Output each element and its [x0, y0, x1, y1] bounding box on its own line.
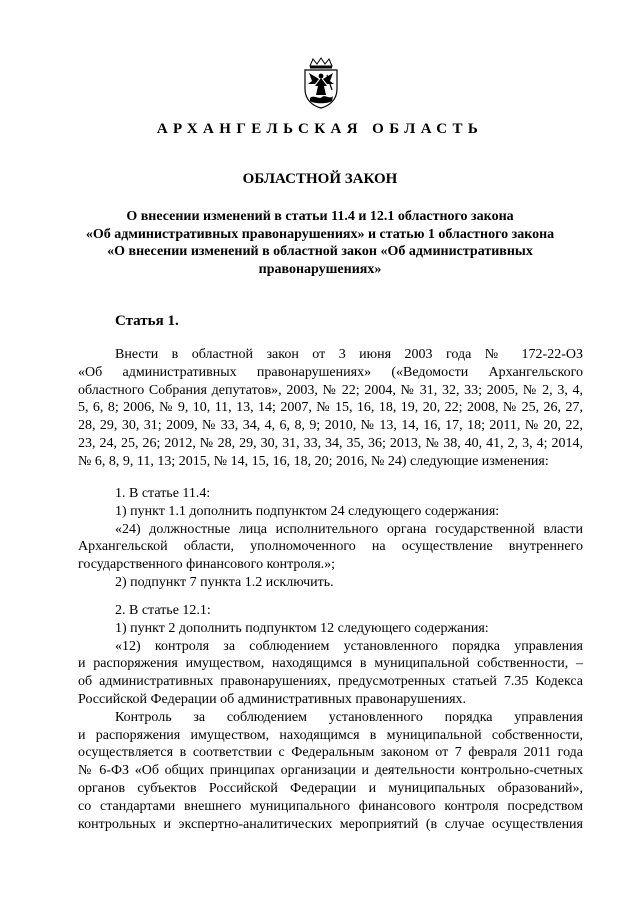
paragraph-amendment-intro [78, 346, 583, 471]
article-heading: Статья 1. [115, 313, 179, 329]
text-line: Архангельской области, уполномоченного на осуществление внутреннего [78, 539, 583, 555]
text-line: со стандартами внешнего муниципального финансового контроля посредством [78, 798, 583, 814]
text-line: Российской Федерации об административных правонарушениях. [78, 691, 467, 707]
text-line: № 6-ФЗ «Об общих принципах организации и деятельности контрольно-счетных [78, 763, 583, 779]
text-line: «Об административных правонарушениях» («Ведомости Архангельского [78, 364, 583, 380]
text-line: № 6, 8, 9, 11, 13; 2015, № 14, 15, 16, 18, 20; 2016, № 24) следующие изменения: [78, 453, 549, 469]
text-line: государственного финансового контроля.»; [78, 557, 336, 573]
title-line: «О внесении изменений в областной закон «Об административных [107, 244, 533, 259]
title-line: «Об административных правонарушениях» и статью 1 областного закона [85, 226, 555, 242]
text-line: органов субъектов Российской Федерации и муниципальных образований», [78, 780, 583, 796]
text-line: Внести в областной закон от 3 июня 2003 года № 172-22-ОЗ [115, 347, 583, 362]
text-line: областного Собрания депутатов», 2003, № 22; 2004, № 31, 32, 33; 2005, № 2, 3, 4, [78, 382, 583, 398]
text-line: «12) контроля за соблюдением установленного порядка управления [115, 638, 583, 654]
text-line: контрольных и экспертно-аналитических мероприятий (в случае осуществления [78, 816, 583, 832]
region-heading: АРХАНГЕЛЬСКАЯ ОБЛАСТЬ [156, 121, 484, 137]
coat-of-arms-icon [301, 57, 341, 109]
text-line: об административных правонарушениях, предусмотренных статьей 7.35 Кодекса [78, 674, 583, 690]
text-line: 5, 6, 8; 2006, № 9, 10, 11, 13, 14; 2007, № 15, 16, 18, 19, 20, 22; 2008, № 25, 26, 27, [78, 400, 583, 416]
text-line: «24) должностные лица исполнительного органа государственной власти [115, 521, 583, 537]
text-line: 1) пункт 1.1 дополнить подпунктом 24 следующего содержания: [115, 503, 500, 519]
document-type-heading: ОБЛАСТНОЙ ЗАКОН [242, 171, 398, 187]
text-line: 23, 24, 25, 26; 2012, № 28, 29, 30, 31, 33, 34, 35, 36; 2013, № 38, 40, 41, 2, 3, 4; 2014, [78, 435, 583, 451]
title-line: правонарушениях» [258, 261, 382, 277]
text-line: и распоряжения имуществом, находящимся в муниципальной собственности, [78, 727, 583, 743]
text-line: 2) подпункт 7 пункта 1.2 исключить. [115, 574, 334, 590]
text-line: и распоряжения имуществом, находящимся в муниципальной собственности, – [78, 656, 583, 672]
text-line: осуществляется в соответствии с Федеральным законом от 7 февраля 2011 года [78, 745, 583, 761]
text-line: 2. В статье 12.1: [115, 603, 211, 618]
law-title [60, 208, 580, 278]
title-line: О внесении изменений в статьи 11.4 и 12.1 областного закона [126, 209, 514, 224]
section-article-11-4 [78, 485, 583, 592]
text-line: 1. В статье 11.4: [115, 486, 211, 501]
text-line: 1) пункт 2 дополнить подпунктом 12 следующего содержания: [115, 620, 489, 636]
text-line: Контроль за соблюдением установленного порядка управления [115, 709, 583, 725]
text-line: 28, 29, 30, 31; 2009, № 33, 34, 4, 6, 8, 9; 2010, № 13, 14, 16, 17, 18; 2011, № 20, 22, [78, 418, 583, 434]
section-article-12-1 [78, 602, 583, 833]
